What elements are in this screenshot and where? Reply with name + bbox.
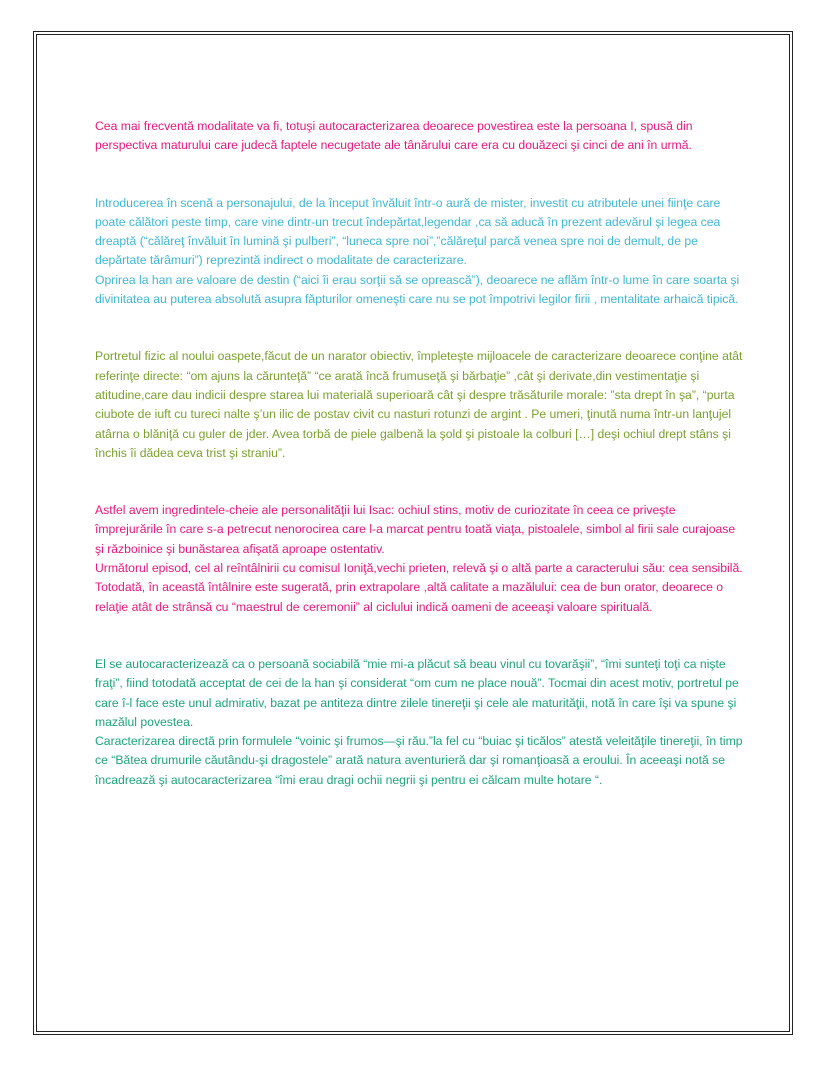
text-block: Cea mai frecventă modalitate va fi, totuşi autocaracterizarea deoarece povestirea este la persoana I, spusă din perspectiva maturului care judecă faptele necugetate ale tânărului care era cu douăzeci şi cinci de ani în urmă. [95,119,693,153]
text-block: Caracterizarea directă prin formulele “voinic şi frumos—şi rău.”la fel cu “buiac şi ticălos” atestă veleităţile tinereţii, în timp ce “Bătea drumurile căutându-şi dragostele” arată natura aventurieră dar şi romanţioasă a eroului. În aceeaşi notă se încadrează şi autocaracterizarea “îmi erau dragi ochii negrii şi pentru ei călcam multe hotare “. [95,734,743,787]
text-block: Astfel avem ingredintele-cheie ale personalităţii lui Isac: ochiul stins, motiv de curiozitate în ceea ce priveşte împrejurările în care s-a petrecut nenorocirea care l-a marcat pentru toată viaţa, pistoalele, simbol al firii sale curajoase şi războinice şi bunăstarea afişată aproape ostentativ. [95,503,736,556]
text-block: Oprirea la han are valoare de destin (“aici îi erau sorţii să se oprească”), deoarece ne aflăm într-o lume în care soarta şi divinitatea au puterea absolută asupra făpturilor omeneşti care nu se pot împotrivi legilor firii , mentalitate arhaică tipică. [95,272,740,307]
paragraph-autocaracterizare [95,117,745,156]
text-block: El se autocaracterizează ca o persoană sociabilă “mie mi-a plăcut să beau vinul cu tovarăşii”, “îmi sunteţi toţi ca nişte fraţi”, fiind totodată acceptat de cei de la han şi considerat “om cum ne place nouă”. Tocmai din acest motiv, portretul pe care î-l face este unul admirativ, bazat pe antiteza dintre zilele tinereţii şi cele ale maturităţii, notă în care îşi va spune şi mazălul povestea. [95,656,739,729]
document-body [95,117,745,828]
paragraph-astfel [95,501,745,617]
text-block: Următorul episod, cel al reîntâlnirii cu comisul Ioniţă,vechi prieten, relevă şi o altă parte a caracterului său: cea sensibilă. Totodată, în această întâlnire este sugerată, prin extrapolare ,altă calitate a mazălului: cea de bun orator, deoarece o relaţie atât de strânsă cu “maestrul de ceremonii” al ciclului indică oameni de aceeaşi valoare spirituală. [95,561,743,614]
paragraph-introducerea [95,194,745,310]
text-block: Introducerea în scenă a personajului, de la început învăluit într-o aură de mister, investit cu atributele unei fiinţe care poate călători peste timp, care vine dintr-un trecut îndepărtat,legendar ,ca să aducă în prezent adevărul şi legea cea dreaptă (“călăreţ învăluit în lumină şi pulberi”, “luneca spre noi”,”călăreţul parcă venea spre noi de demult, de pe depărtate tărâmuri”) reprezintă indirect o modalitate de caracterizare. [95,195,721,268]
paragraph-portretul [95,347,745,463]
text-block: Portretul fizic al noului oaspete,făcut de un narator obiectiv, împleteşte mijloacele de caracterizare deoarece conţine atât referinţe directe: “om ajuns la cărunteţă” “ce arată încă frumuseţă şi bărbaţie” ,cât şi derivate,din vestimentaţie şi atitudine,care dau indicii despre starea lui materială superioară cât şi despre trăsăturile morale: ”sta drept în şa”, “purta ciubote de iuft cu tureci nalte ş’un ilic de postav civit cu nasturi rotunzi de argint . Pe umeri, ţinută numa într-un lanţujel atârna o blăniţă cu guler de jder. Avea torbă de piele galbenă la şold şi pistoale la colburi […] deşi ochiul drept stâns şi închis îi dădea ceva trist şi straniu”. [95,349,743,460]
paragraph-sociabil [95,655,745,790]
